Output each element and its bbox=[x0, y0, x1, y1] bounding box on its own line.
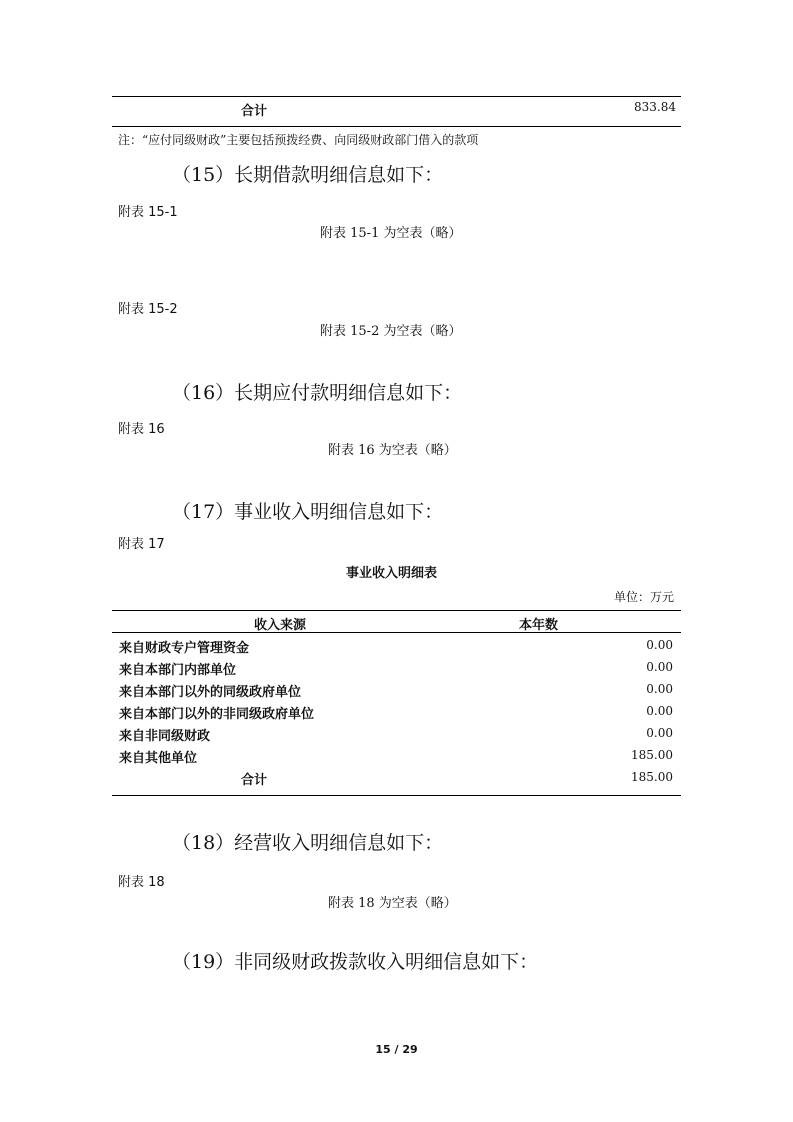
income-row-value: 0.00 bbox=[646, 704, 673, 718]
income-row-label: 来自本部门以外的同级政府单位 bbox=[119, 685, 302, 700]
section-16-heading: （16）长期应付款明细信息如下： bbox=[172, 382, 463, 404]
income-total-label: 合计 bbox=[241, 773, 268, 788]
income-row-label: 来自财政专户管理资金 bbox=[119, 641, 250, 656]
appendix-17-label: 附表 17 bbox=[118, 537, 165, 552]
income-row-value: 0.00 bbox=[646, 682, 673, 696]
income-row-value: 0.00 bbox=[646, 638, 673, 652]
income-row-label: 来自其他单位 bbox=[119, 751, 198, 766]
income-table-col-source: 收入来源 bbox=[254, 618, 307, 633]
section-17-heading: （17）事业收入明细信息如下： bbox=[172, 501, 444, 523]
income-table-rule-header bbox=[112, 632, 681, 633]
income-table-unit: 单位：万元 bbox=[613, 590, 674, 604]
income-table-title: 事业收入明细表 bbox=[346, 566, 438, 581]
income-table-rule-top bbox=[112, 610, 681, 611]
appendix-16-label: 附表 16 bbox=[118, 422, 165, 437]
income-table-col-amount: 本年数 bbox=[519, 618, 559, 633]
top-table-rule-top bbox=[112, 96, 681, 97]
section-15-heading: （15）长期借款明细信息如下： bbox=[172, 164, 444, 186]
income-row-label: 来自本部门内部单位 bbox=[119, 663, 237, 678]
income-row-label: 来自非同级财政 bbox=[119, 729, 211, 744]
income-total-value: 185.00 bbox=[631, 770, 673, 784]
appendix-15-1-empty-note: 附表 15-1 为空表（略） bbox=[320, 226, 462, 241]
top-table-rule-bottom bbox=[112, 126, 681, 127]
page-number: 15 / 29 bbox=[375, 1043, 418, 1056]
income-row-value: 185.00 bbox=[631, 748, 673, 762]
appendix-16-empty-note: 附表 16 为空表（略） bbox=[328, 443, 457, 458]
income-row-label: 来自本部门以外的非同级政府单位 bbox=[119, 707, 315, 722]
income-table-rule-bottom bbox=[112, 795, 681, 796]
table-note: 注：“应付同级财政”主要包括预拨经费、向同级财政部门借入的款项 bbox=[118, 133, 479, 147]
income-row-value: 0.00 bbox=[646, 660, 673, 674]
top-table-total-label: 合计 bbox=[241, 104, 268, 119]
top-table-total-value: 833.84 bbox=[634, 100, 676, 114]
appendix-18-label: 附表 18 bbox=[118, 875, 165, 890]
appendix-15-1-label: 附表 15-1 bbox=[118, 205, 178, 220]
appendix-15-2-label: 附表 15-2 bbox=[118, 302, 178, 317]
section-19-heading: （19）非同级财政拨款收入明细信息如下： bbox=[172, 951, 539, 973]
appendix-18-empty-note: 附表 18 为空表（略） bbox=[328, 896, 457, 911]
section-18-heading: （18）经营收入明细信息如下： bbox=[172, 832, 444, 854]
appendix-15-2-empty-note: 附表 15-2 为空表（略） bbox=[320, 324, 462, 339]
income-row-value: 0.00 bbox=[646, 726, 673, 740]
